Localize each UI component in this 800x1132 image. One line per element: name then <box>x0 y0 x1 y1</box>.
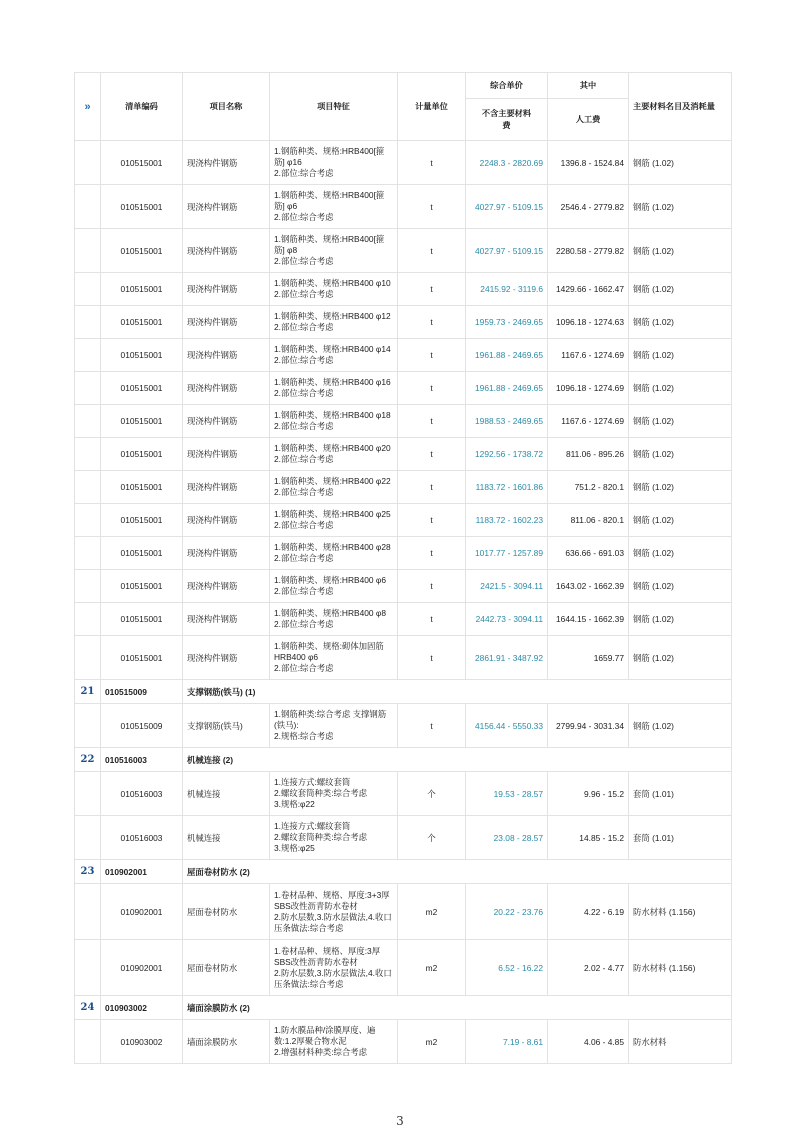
cell-main-material: 钢筋 (1.02) <box>629 438 732 471</box>
cell-feature <box>270 704 398 748</box>
group-title: 墙面涂膜防水 (2) <box>183 996 732 1020</box>
cell-composite-price: 1961.88 - 2469.65 <box>466 339 548 372</box>
cell-composite-price: 1988.53 - 2469.65 <box>466 405 548 438</box>
cell-unit: t <box>398 185 466 229</box>
feature-line: 2.部位:综合考虑 <box>274 553 334 563</box>
group-code: 010516003 <box>101 748 183 772</box>
cell-composite-price: 1183.72 - 1601.86 <box>466 471 548 504</box>
cell-code: 010515001 <box>101 438 183 471</box>
cell-feature <box>270 229 398 273</box>
cell-name: 现浇构件钢筋 <box>183 306 270 339</box>
cell-feature <box>270 636 398 680</box>
cell-feature <box>270 438 398 471</box>
row-expander <box>75 438 101 471</box>
feature-line: 1.卷材品种、规格、厚度:3+3厚 <box>274 889 390 900</box>
cell-unit: m2 <box>398 1020 466 1064</box>
row-expander <box>75 141 101 185</box>
cell-labor: 2280.58 - 2779.82 <box>548 229 629 273</box>
cell-code: 010903002 <box>101 1020 183 1064</box>
feature-line: 1.防水膜品种/涂膜厚度、遍 <box>274 1025 376 1035</box>
feature-line: 2.部位:综合考虑 <box>274 388 334 398</box>
cell-name: 现浇构件钢筋 <box>183 504 270 537</box>
cell-code: 010902001 <box>101 884 183 940</box>
feature-line: 2.部位:综合考虑 <box>274 256 334 266</box>
cell-feature <box>270 603 398 636</box>
group-index: 22 <box>75 748 101 772</box>
group-title: 屋面卷材防水 (2) <box>183 860 732 884</box>
cell-name: 现浇构件钢筋 <box>183 471 270 504</box>
table-row[interactable] <box>75 504 732 537</box>
cell-code: 010515001 <box>101 306 183 339</box>
feature-line: 2.部位:综合考虑 <box>274 421 334 431</box>
cell-unit: t <box>398 405 466 438</box>
cell-code: 010515001 <box>101 570 183 603</box>
cell-main-material: 钢筋 (1.02) <box>629 185 732 229</box>
cell-feature <box>270 339 398 372</box>
cell-unit: 个 <box>398 816 466 860</box>
cell-main-material: 防水材料 <box>629 1020 732 1064</box>
cell-unit: t <box>398 471 466 504</box>
cell-feature <box>270 372 398 405</box>
cell-unit: t <box>398 603 466 636</box>
feature-line: 1.钢筋种类、规格:HRB400[箍 <box>274 234 385 244</box>
col-header-feature: 项目特征 <box>270 73 398 141</box>
group-index: 21 <box>75 680 101 704</box>
cell-name: 机械连接 <box>183 816 270 860</box>
feature-line: 筋] φ16 <box>274 157 302 167</box>
group-index: 24 <box>75 996 101 1020</box>
table-row[interactable] <box>75 1020 732 1064</box>
cell-labor: 811.06 - 895.26 <box>548 438 629 471</box>
cell-labor: 1396.8 - 1524.84 <box>548 141 629 185</box>
feature-line: 压条做法:综合考虑 <box>274 922 344 933</box>
row-expander <box>75 405 101 438</box>
feature-line: 3.规格:φ25 <box>274 843 315 853</box>
table-row[interactable] <box>75 570 732 603</box>
feature-line: 2.部位:综合考虑 <box>274 520 334 530</box>
feature-line: 1.钢筋种类、规格:HRB400 φ20 <box>274 443 391 453</box>
cell-labor: 9.96 - 15.2 <box>548 772 629 816</box>
table-body <box>75 141 732 1064</box>
table-row[interactable] <box>75 471 732 504</box>
feature-line: 1.钢筋种类、规格:HRB400 φ16 <box>274 377 391 387</box>
feature-line: 1.卷材品种、规格、厚度:3厚 <box>274 945 381 956</box>
cell-labor: 1644.15 - 1662.39 <box>548 603 629 636</box>
cell-feature <box>270 772 398 816</box>
cell-labor: 1096.18 - 1274.69 <box>548 372 629 405</box>
row-expander <box>75 339 101 372</box>
cell-unit: t <box>398 636 466 680</box>
cell-composite-price: 2248.3 - 2820.69 <box>466 141 548 185</box>
row-expander <box>75 884 101 940</box>
feature-line: 2.螺纹套筒种类:综合考虑 <box>274 832 368 842</box>
cell-unit: t <box>398 339 466 372</box>
table-row[interactable] <box>75 940 732 996</box>
row-expander <box>75 772 101 816</box>
feature-line: 2.防水层数,3.防水层做法,4.收口 <box>274 967 392 978</box>
cell-unit: t <box>398 141 466 185</box>
feature-line: 2.规格:综合考虑 <box>274 731 334 741</box>
cell-composite-price: 1959.73 - 2469.65 <box>466 306 548 339</box>
feature-line: 1.钢筋种类、规格:砌体加固筋 <box>274 641 384 651</box>
cell-composite-price: 1017.77 - 1257.89 <box>466 537 548 570</box>
table-row[interactable] <box>75 636 732 680</box>
group-index: 23 <box>75 860 101 884</box>
feature-line: 筋] φ8 <box>274 245 298 255</box>
table-row[interactable] <box>75 273 732 306</box>
cell-main-material: 钢筋 (1.02) <box>629 537 732 570</box>
group-title: 支撑钢筋(铁马) (1) <box>183 680 732 704</box>
group-code: 010515009 <box>101 680 183 704</box>
expand-all-toggle[interactable] <box>75 73 101 141</box>
row-expander <box>75 537 101 570</box>
feature-line: 2.部位:综合考虑 <box>274 454 334 464</box>
cell-code: 010515001 <box>101 537 183 570</box>
table-row[interactable] <box>75 405 732 438</box>
col-header-composite-price: 综合单价 <box>466 73 548 99</box>
cell-composite-price: 7.19 - 8.61 <box>466 1020 548 1064</box>
cell-code: 010515001 <box>101 339 183 372</box>
cell-labor: 1167.6 - 1274.69 <box>548 339 629 372</box>
table-row[interactable] <box>75 816 732 860</box>
table-row[interactable] <box>75 339 732 372</box>
cell-code: 010515001 <box>101 603 183 636</box>
col-header-main-material: 主要材料名目及消耗量 <box>629 73 732 141</box>
cell-main-material: 钢筋 (1.02) <box>629 704 732 748</box>
group-code: 010902001 <box>101 860 183 884</box>
cell-feature <box>270 537 398 570</box>
cell-labor: 811.06 - 820.1 <box>548 504 629 537</box>
cell-name: 现浇构件钢筋 <box>183 636 270 680</box>
cell-unit: t <box>398 372 466 405</box>
cell-unit: t <box>398 438 466 471</box>
cell-main-material: 防水材料 (1.156) <box>629 940 732 996</box>
cell-name: 现浇构件钢筋 <box>183 537 270 570</box>
cell-unit: t <box>398 537 466 570</box>
feature-line: 1.钢筋种类、规格:HRB400 φ12 <box>274 311 391 321</box>
feature-line: 2.部位:综合考虑 <box>274 355 334 365</box>
feature-line: 2.部位:综合考虑 <box>274 289 334 299</box>
cell-composite-price: 4027.97 - 5109.15 <box>466 229 548 273</box>
cell-composite-price: 20.22 - 23.76 <box>466 884 548 940</box>
group-header-row[interactable] <box>75 996 732 1020</box>
cell-code: 010516003 <box>101 772 183 816</box>
col-header-code: 清单编码 <box>101 73 183 141</box>
cell-feature <box>270 405 398 438</box>
feature-line: 2.增强材料种类:综合考虑 <box>274 1047 368 1057</box>
feature-line: 1.钢筋种类、规格:HRB400 φ25 <box>274 509 391 519</box>
cell-composite-price: 2415.92 - 3119.6 <box>466 273 548 306</box>
cell-feature <box>270 141 398 185</box>
cell-main-material: 钢筋 (1.02) <box>629 273 732 306</box>
feature-line: 1.钢筋种类、规格:HRB400 φ14 <box>274 344 391 354</box>
cell-unit: t <box>398 273 466 306</box>
feature-line: 压条做法:综合考虑 <box>274 978 344 989</box>
cell-composite-price: 1961.88 - 2469.65 <box>466 372 548 405</box>
feature-line: 2.部位:综合考虑 <box>274 168 334 178</box>
cell-name: 屋面卷材防水 <box>183 940 270 996</box>
cell-unit: m2 <box>398 884 466 940</box>
feature-line: 2.部位:综合考虑 <box>274 487 334 497</box>
cell-name: 支撑钢筋(铁马) <box>183 704 270 748</box>
cell-main-material: 钢筋 (1.02) <box>629 372 732 405</box>
row-expander <box>75 603 101 636</box>
feature-line: 1.钢筋种类、规格:HRB400 φ8 <box>274 608 387 618</box>
cell-main-material: 钢筋 (1.02) <box>629 471 732 504</box>
cell-feature <box>270 940 398 996</box>
cell-name: 现浇构件钢筋 <box>183 185 270 229</box>
cell-labor: 2.02 - 4.77 <box>548 940 629 996</box>
cell-main-material: 钢筋 (1.02) <box>629 141 732 185</box>
cell-composite-price: 4156.44 - 5550.33 <box>466 704 548 748</box>
col-header-labor: 人工费 <box>548 99 629 141</box>
col-header-unit: 计量单位 <box>398 73 466 141</box>
row-expander <box>75 1020 101 1064</box>
feature-line: 2.螺纹套筒种类:综合考虑 <box>274 788 368 798</box>
cell-code: 010515001 <box>101 141 183 185</box>
row-expander <box>75 185 101 229</box>
feature-line: 2.防水层数,3.防水层做法,4.收口 <box>274 911 392 922</box>
cell-unit: t <box>398 306 466 339</box>
cell-composite-price: 23.08 - 28.57 <box>466 816 548 860</box>
table-row[interactable] <box>75 306 732 339</box>
cell-feature <box>270 185 398 229</box>
cell-code: 010515001 <box>101 504 183 537</box>
feature-line: 1.钢筋种类:综合考虑 支撑钢筋 <box>274 709 387 719</box>
cell-main-material: 钢筋 (1.02) <box>629 603 732 636</box>
feature-line: HRB400 φ6 <box>274 652 319 662</box>
cell-composite-price: 2421.5 - 3094.11 <box>466 570 548 603</box>
cell-name: 现浇构件钢筋 <box>183 141 270 185</box>
group-title: 机械连接 (2) <box>183 748 732 772</box>
cell-code: 010902001 <box>101 940 183 996</box>
cell-name: 现浇构件钢筋 <box>183 273 270 306</box>
cell-name: 现浇构件钢筋 <box>183 603 270 636</box>
cell-labor: 1096.18 - 1274.63 <box>548 306 629 339</box>
cell-name: 现浇构件钢筋 <box>183 570 270 603</box>
cell-labor: 751.2 - 820.1 <box>548 471 629 504</box>
cell-labor: 4.22 - 6.19 <box>548 884 629 940</box>
row-expander <box>75 704 101 748</box>
table-row[interactable] <box>75 704 732 748</box>
row-expander <box>75 504 101 537</box>
group-header-row[interactable] <box>75 680 732 704</box>
row-expander <box>75 273 101 306</box>
row-expander <box>75 940 101 996</box>
feature-line: 2.部位:综合考虑 <box>274 212 334 222</box>
cell-name: 墙面涂膜防水 <box>183 1020 270 1064</box>
cell-labor: 2799.94 - 3031.34 <box>548 704 629 748</box>
cell-composite-price: 1183.72 - 1602.23 <box>466 504 548 537</box>
cell-code: 010515001 <box>101 273 183 306</box>
cell-labor: 2546.4 - 2779.82 <box>548 185 629 229</box>
cell-name: 现浇构件钢筋 <box>183 372 270 405</box>
table-row[interactable] <box>75 603 732 636</box>
feature-line: 1.钢筋种类、规格:HRB400 φ28 <box>274 542 391 552</box>
bill-of-quantities-table <box>74 72 732 1064</box>
table-row[interactable] <box>75 372 732 405</box>
cell-name: 现浇构件钢筋 <box>183 229 270 273</box>
cell-labor: 14.85 - 15.2 <box>548 816 629 860</box>
cell-main-material: 钢筋 (1.02) <box>629 570 732 603</box>
cell-main-material: 钢筋 (1.02) <box>629 229 732 273</box>
cell-unit: t <box>398 504 466 537</box>
feature-line: 1.钢筋种类、规格:HRB400[箍 <box>274 190 385 200</box>
row-expander <box>75 306 101 339</box>
cell-feature <box>270 884 398 940</box>
cell-main-material: 套筒 (1.01) <box>629 816 732 860</box>
cell-name: 现浇构件钢筋 <box>183 438 270 471</box>
feature-line: 2.部位:综合考虑 <box>274 322 334 332</box>
feature-line: SBS改性沥青防水卷材 <box>274 900 358 911</box>
feature-line: SBS改性沥青防水卷材 <box>274 956 358 967</box>
col-header-name: 项目名称 <box>183 73 270 141</box>
feature-line: 2.部位:综合考虑 <box>274 586 334 596</box>
table-row[interactable] <box>75 438 732 471</box>
cell-composite-price: 4027.97 - 5109.15 <box>466 185 548 229</box>
cell-labor: 1659.77 <box>548 636 629 680</box>
cell-feature <box>270 504 398 537</box>
col-header-of-which: 其中 <box>548 73 629 99</box>
cell-code: 010515001 <box>101 636 183 680</box>
feature-line: (铁马): <box>274 720 299 730</box>
row-expander <box>75 372 101 405</box>
cell-unit: 个 <box>398 772 466 816</box>
cell-main-material: 钢筋 (1.02) <box>629 339 732 372</box>
chevrons-down-icon[interactable]: » <box>84 100 91 113</box>
cell-feature <box>270 306 398 339</box>
cell-composite-price: 2861.91 - 3487.92 <box>466 636 548 680</box>
table-row[interactable] <box>75 537 732 570</box>
cell-unit: t <box>398 704 466 748</box>
cell-name: 现浇构件钢筋 <box>183 339 270 372</box>
cell-code: 010515001 <box>101 185 183 229</box>
cell-feature <box>270 273 398 306</box>
cell-composite-price: 2442.73 - 3094.11 <box>466 603 548 636</box>
table-row[interactable] <box>75 772 732 816</box>
cell-composite-price: 1292.56 - 1738.72 <box>466 438 548 471</box>
feature-line: 1.钢筋种类、规格:HRB400[箍 <box>274 146 385 156</box>
feature-line: 2.部位:综合考虑 <box>274 663 334 673</box>
cell-unit: m2 <box>398 940 466 996</box>
row-expander <box>75 471 101 504</box>
cell-name: 机械连接 <box>183 772 270 816</box>
cell-main-material: 钢筋 (1.02) <box>629 405 732 438</box>
cell-unit: t <box>398 570 466 603</box>
cell-code: 010515001 <box>101 471 183 504</box>
table-row[interactable] <box>75 141 732 185</box>
row-expander <box>75 636 101 680</box>
group-header-row[interactable] <box>75 860 732 884</box>
cell-main-material: 钢筋 (1.02) <box>629 306 732 339</box>
cell-code: 010515001 <box>101 372 183 405</box>
cell-code: 010515001 <box>101 229 183 273</box>
cell-main-material: 钢筋 (1.02) <box>629 636 732 680</box>
col-header-excl-main-material: 不含主要材料费 <box>466 99 548 141</box>
cell-composite-price: 19.53 - 28.57 <box>466 772 548 816</box>
cell-main-material: 套筒 (1.01) <box>629 772 732 816</box>
cell-feature <box>270 570 398 603</box>
cell-code: 010516003 <box>101 816 183 860</box>
feature-line: 1.连接方式:螺纹套筒 <box>274 777 351 787</box>
cell-feature <box>270 816 398 860</box>
cell-labor: 1167.6 - 1274.69 <box>548 405 629 438</box>
row-expander <box>75 570 101 603</box>
row-expander <box>75 229 101 273</box>
group-header-row[interactable] <box>75 748 732 772</box>
cell-feature <box>270 1020 398 1064</box>
table-row[interactable] <box>75 884 732 940</box>
cell-feature <box>270 471 398 504</box>
cell-labor: 4.06 - 4.85 <box>548 1020 629 1064</box>
cell-labor: 1643.02 - 1662.39 <box>548 570 629 603</box>
cell-main-material: 钢筋 (1.02) <box>629 504 732 537</box>
feature-line: 1.钢筋种类、规格:HRB400 φ10 <box>274 278 391 288</box>
cell-composite-price: 6.52 - 16.22 <box>466 940 548 996</box>
cell-labor: 636.66 - 691.03 <box>548 537 629 570</box>
cell-unit: t <box>398 229 466 273</box>
cell-main-material: 防水材料 (1.156) <box>629 884 732 940</box>
row-expander <box>75 816 101 860</box>
feature-line: 筋] φ6 <box>274 201 298 211</box>
feature-line: 1.钢筋种类、规格:HRB400 φ22 <box>274 476 391 486</box>
cell-code: 010515009 <box>101 704 183 748</box>
feature-line: 数:1.2厚聚合物水泥 <box>274 1036 347 1046</box>
feature-line: 1.钢筋种类、规格:HRB400 φ6 <box>274 575 387 585</box>
feature-line: 2.部位:综合考虑 <box>274 619 334 629</box>
table-row[interactable] <box>75 185 732 229</box>
group-code: 010903002 <box>101 996 183 1020</box>
feature-line: 1.连接方式:螺纹套筒 <box>274 821 351 831</box>
cell-code: 010515001 <box>101 405 183 438</box>
cell-name: 屋面卷材防水 <box>183 884 270 940</box>
table-row[interactable] <box>75 229 732 273</box>
cell-name: 现浇构件钢筋 <box>183 405 270 438</box>
feature-line: 1.钢筋种类、规格:HRB400 φ18 <box>274 410 391 420</box>
page-number: 3 <box>396 1114 404 1128</box>
feature-line: 3.规格:φ22 <box>274 799 315 809</box>
cell-labor: 1429.66 - 1662.47 <box>548 273 629 306</box>
